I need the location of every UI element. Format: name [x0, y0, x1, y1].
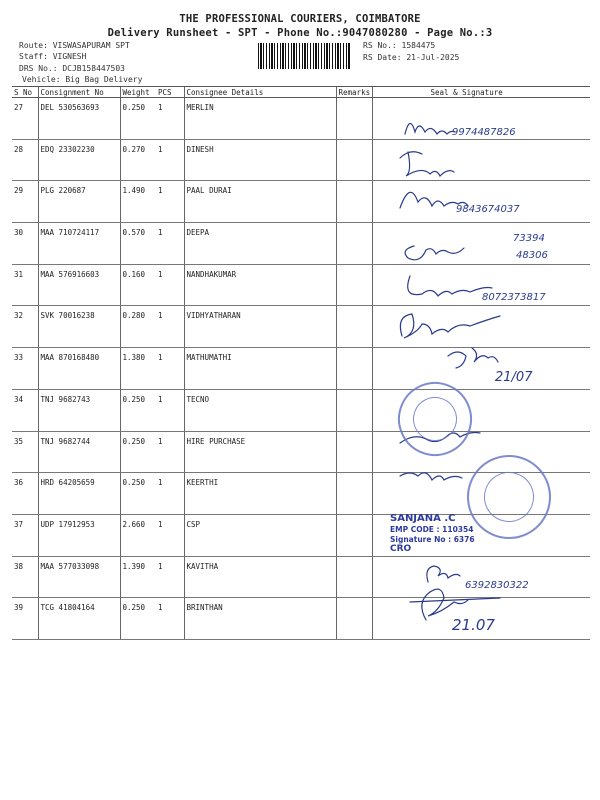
cell-consignment: TNJ 9682744: [38, 431, 120, 473]
cell-weight: 1.390: [120, 556, 156, 598]
cell-remarks: [336, 306, 372, 348]
handwritten-phone-30b: 48306: [516, 250, 548, 261]
cell-weight: 1.380: [120, 348, 156, 390]
cell-consignee: CSP: [184, 514, 336, 556]
cell-consignment: HRD 64205659: [38, 473, 120, 515]
handwritten-phone-38: 6392830322: [465, 580, 529, 591]
vehicle-label: Vehicle: Big Bag Delivery: [22, 75, 143, 84]
stamp-signature-no: Signature No : 6376: [390, 535, 475, 544]
cell-consignee: KAVITHA: [184, 556, 336, 598]
cell-consignee: HIRE PURCHASE: [184, 431, 336, 473]
cell-consignee: VIDHYATHARAN: [184, 306, 336, 348]
cell-consignment: MAA 577033098: [38, 556, 120, 598]
cell-consignment: SVK 70016238: [38, 306, 120, 348]
cell-consignee: MATHUMATHI: [184, 348, 336, 390]
cell-consignment: TNJ 9682743: [38, 389, 120, 431]
col-header-signature: Seal & Signature: [372, 87, 590, 98]
cell-sno: 34: [12, 389, 38, 431]
cell-consignment: MAA 870168480: [38, 348, 120, 390]
cell-pcs: 1: [156, 181, 184, 223]
cell-consignee: PAAL DURAI: [184, 181, 336, 223]
table-header-row: [12, 87, 590, 98]
cell-sno: 29: [12, 181, 38, 223]
cell-remarks: [336, 98, 372, 140]
rs-number: RS No.: 1584475: [363, 41, 436, 50]
cell-sno: 35: [12, 431, 38, 473]
cell-sno: 30: [12, 223, 38, 265]
stamp-name: SANJANA .C: [390, 513, 456, 524]
handwritten-date-33: 21/07: [495, 370, 533, 385]
stamp-inner: [476, 464, 542, 530]
cell-pcs: 1: [156, 598, 184, 640]
cell-remarks: [336, 598, 372, 640]
cell-pcs: 1: [156, 389, 184, 431]
stamp-cro: CRO: [390, 544, 412, 554]
handwritten-phone-29: 9843674037: [456, 204, 520, 215]
barcode: [258, 43, 350, 69]
staff-label: Staff: VIGNESH: [19, 52, 87, 61]
cell-weight: 0.250: [120, 389, 156, 431]
drs-label: DRS No.: DCJB158447503: [19, 64, 125, 73]
cell-sno: 37: [12, 514, 38, 556]
handwritten-date-39: 21.07: [452, 616, 495, 634]
cell-consignment: PLG 220687: [38, 181, 120, 223]
cell-consignment: TCG 41804164: [38, 598, 120, 640]
cell-weight: 0.570: [120, 223, 156, 265]
cell-pcs: 1: [156, 139, 184, 181]
cell-remarks: [336, 139, 372, 181]
cell-sno: 36: [12, 473, 38, 515]
col-header-consignment: Consignment No: [38, 87, 120, 98]
cell-pcs: 1: [156, 306, 184, 348]
cell-pcs: 1: [156, 556, 184, 598]
col-header-consignee: Consignee Details: [184, 87, 336, 98]
cell-remarks: [336, 389, 372, 431]
cell-remarks: [336, 181, 372, 223]
col-header-sno: S No: [12, 87, 38, 98]
cell-remarks: [336, 556, 372, 598]
cell-weight: 1.490: [120, 181, 156, 223]
cell-consignment: MAA 576916603: [38, 264, 120, 306]
cell-consignee: DEEPA: [184, 223, 336, 265]
cell-sno: 27: [12, 98, 38, 140]
cell-remarks: [336, 264, 372, 306]
cell-sno: 32: [12, 306, 38, 348]
cell-sno: 31: [12, 264, 38, 306]
cell-pcs: 1: [156, 264, 184, 306]
rs-date: RS Date: 21-Jul-2025: [363, 53, 460, 62]
cell-sno: 38: [12, 556, 38, 598]
cell-consignee: BRINTHAN: [184, 598, 336, 640]
cell-consignee: MERLIN: [184, 98, 336, 140]
cell-weight: 0.280: [120, 306, 156, 348]
cell-weight: 2.660: [120, 514, 156, 556]
cell-remarks: [336, 348, 372, 390]
cell-remarks: [336, 514, 372, 556]
cell-consignment: UDP 17912953: [38, 514, 120, 556]
stamp-inner: [406, 390, 464, 448]
handwritten-phone-27: 9974487826: [452, 127, 516, 138]
cell-consignee: KEERTHI: [184, 473, 336, 515]
cell-pcs: 1: [156, 431, 184, 473]
cell-pcs: 1: [156, 473, 184, 515]
cell-pcs: 1: [156, 348, 184, 390]
cell-consignment: MAA 710724117: [38, 223, 120, 265]
col-header-pcs: PCS: [156, 87, 184, 98]
cell-pcs: 1: [156, 514, 184, 556]
cell-remarks: [336, 431, 372, 473]
cell-weight: 0.250: [120, 473, 156, 515]
cell-sno: 28: [12, 139, 38, 181]
cell-remarks: [336, 473, 372, 515]
col-header-remarks: Remarks: [336, 87, 372, 98]
cell-weight: 0.270: [120, 139, 156, 181]
handwritten-phone-31: 8072373817: [482, 292, 546, 303]
handwritten-phone-30a: 73394: [513, 233, 545, 244]
company-title: THE PROFESSIONAL COURIERS, COIMBATORE: [179, 13, 421, 25]
stamp-emp-code: EMP CODE : 110354: [390, 525, 474, 534]
cell-weight: 0.160: [120, 264, 156, 306]
cell-consignee: DINESH: [184, 139, 336, 181]
cell-weight: 0.250: [120, 598, 156, 640]
cell-sno: 33: [12, 348, 38, 390]
cell-sno: 39: [12, 598, 38, 640]
cell-consignment: EDQ 23302230: [38, 139, 120, 181]
cell-pcs: 1: [156, 223, 184, 265]
cell-weight: 0.250: [120, 431, 156, 473]
cell-weight: 0.250: [120, 98, 156, 140]
runsheet-subtitle: Delivery Runsheet - SPT - Phone No.:9047080280 - Page No.:3: [107, 27, 493, 39]
route-label: Route: VISWASAPURAM SPT: [19, 41, 130, 50]
cell-pcs: 1: [156, 98, 184, 140]
col-header-weight: Weight: [120, 87, 156, 98]
cell-consignee: TECNO: [184, 389, 336, 431]
cell-remarks: [336, 223, 372, 265]
signature-scribbles: [380, 98, 590, 638]
cell-consignment: DEL 530563693: [38, 98, 120, 140]
cell-consignee: NANDHAKUMAR: [184, 264, 336, 306]
